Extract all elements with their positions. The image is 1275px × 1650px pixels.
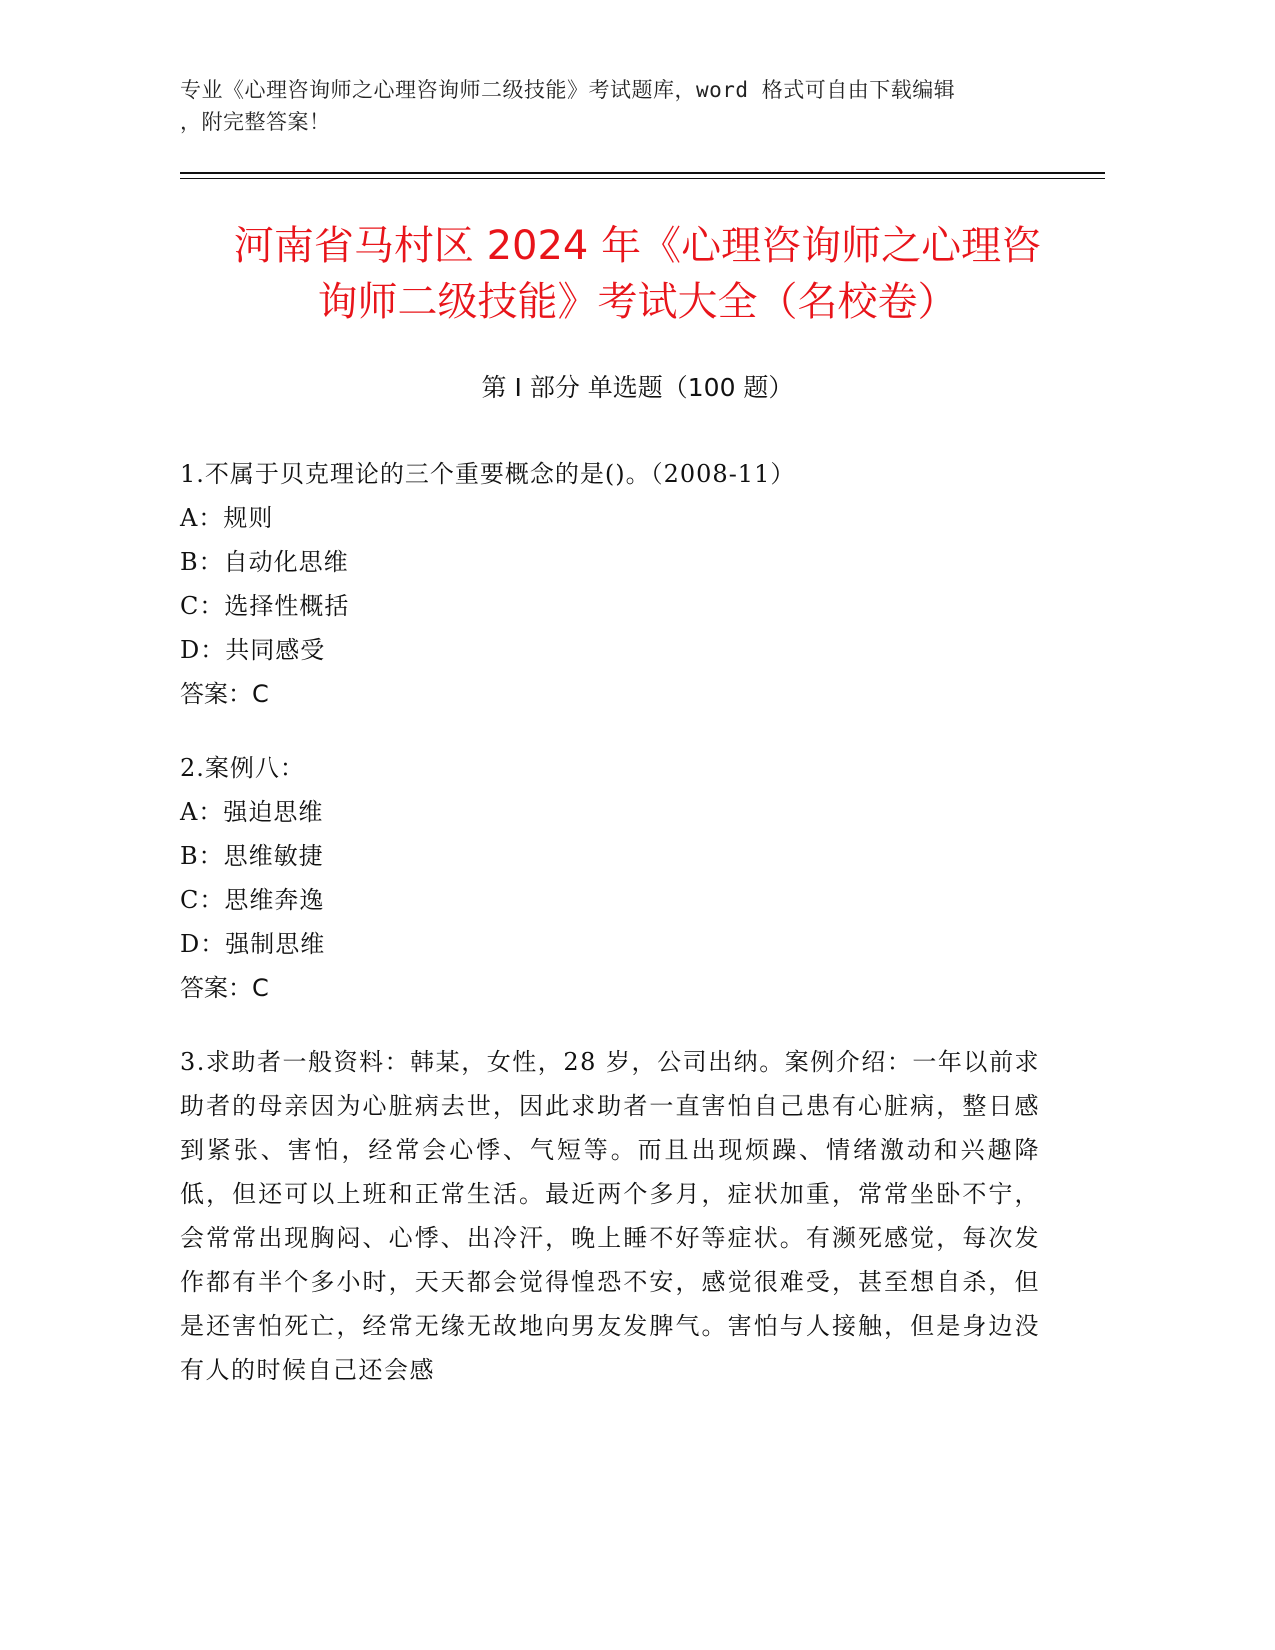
option-a: A：规则	[180, 504, 274, 532]
question-stem: 3.求助者一般资料：韩某，女性，28 岁，公司出纳。案例介绍：一年以前求助者的母亲因为心脏病去世，因此求助者一直害怕自己患有心脏病，整日感到紧张、害怕，经常会心悸、气短等。而且出现烦躁、情绪激动和兴趣降低，但还可以上班和正常生活。最近两个多月，症状加重，常常坐卧不宁，会常常出现胸闷、心悸、出冷汗，晚上睡不好等症状。有濒死感觉，每次发作都有半个多小时，天天都会觉得惶恐不安，感觉很难受，甚至想自杀，但是还害怕死亡，经常无缘无故地向男友发脾气。害怕与人接触，但是身边没有人的时候自己还会感	[180, 1048, 1040, 1384]
page-header	[180, 74, 1040, 138]
header-rule-thick	[180, 172, 1105, 174]
header-line-1: 专业《心理咨询师之心理咨询师二级技能》考试题库，word 格式可自由下载编辑	[180, 78, 956, 102]
question-2	[180, 746, 1040, 1010]
header-line-2: ，附完整答案！	[180, 110, 331, 134]
question-1	[180, 452, 1040, 716]
answer: 答案：C	[180, 680, 269, 708]
option-d: D：共同感受	[180, 636, 326, 664]
title-line-1: 河南省马村区 2024 年《心理咨询师之心理咨	[233, 223, 1042, 269]
document-title	[150, 218, 1125, 330]
option-c: C：选择性概括	[180, 592, 350, 620]
section-title: 第 I 部分 单选题（100 题）	[481, 373, 794, 402]
question-stem: 2.案例八：	[180, 754, 305, 782]
option-a: A：强迫思维	[180, 798, 324, 826]
option-c: C：思维奔逸	[180, 886, 325, 914]
question-3	[180, 1040, 1040, 1392]
answer: 答案：C	[180, 974, 269, 1002]
option-d: D：强制思维	[180, 930, 326, 958]
title-line-2: 询师二级技能》考试大全（名校卷）	[317, 279, 958, 325]
question-stem: 1.不属于贝克理论的三个重要概念的是()。（2008-11）	[180, 460, 796, 488]
option-b: B：思维敏捷	[180, 842, 324, 870]
header-rule-thin	[180, 178, 1105, 179]
question-list	[180, 452, 1040, 1422]
option-b: B：自动化思维	[180, 548, 349, 576]
